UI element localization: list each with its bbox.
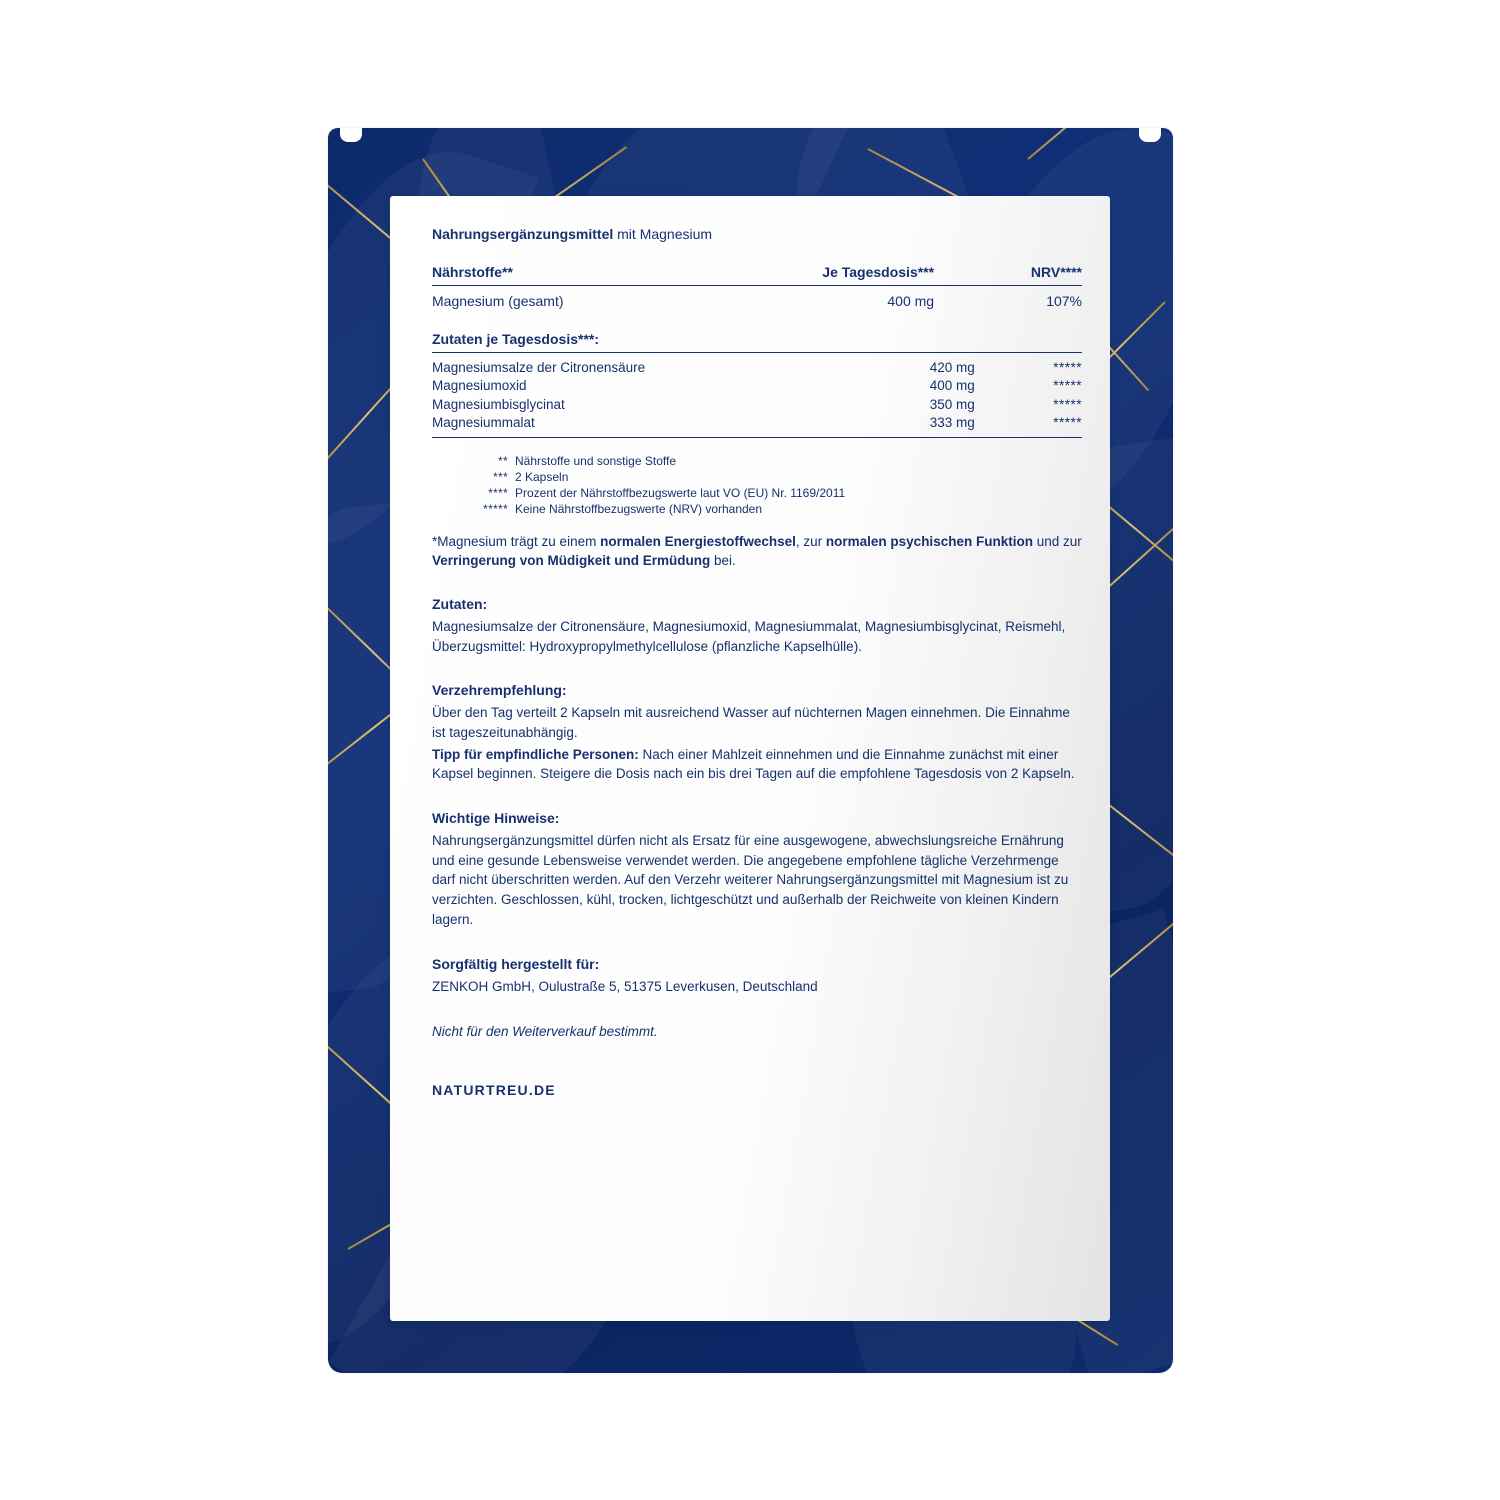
ingredient-name: Magnesiumoxid [432,378,527,394]
list-item [456,502,1082,518]
footnote-text: 2 Kapseln [515,469,569,484]
claim-bold-1: normalen Energiestoffwechsel [600,534,796,550]
ingredient-name: Magnesiummalat [432,414,535,430]
ingredient-name: Magnesiumsalze der Citronensäure [432,353,841,378]
footnotes-list [456,454,1082,517]
brand-website: NATURTREU.DE [432,1081,556,1098]
nutrition-table [432,264,1082,315]
section-title: Verzehrempfehlung: [432,682,567,699]
tip-text: Nach einer Mahlzeit einnehmen und die Einnahme zunächst mit einer Kapsel beginnen. Steigere die Dosis nach ein bis drei Tagen auf die empfohlene Tagesdosis von 2 Kapseln. [432,746,1075,782]
ingredient-amount: 350 mg [929,396,975,412]
health-claim [432,533,1082,569]
footnote-mark: *** [493,469,508,484]
section-title: Zutaten: [432,595,488,612]
resale-note: Nicht für den Weiterverkauf bestimmt. [432,1024,658,1040]
list-item [456,486,1082,502]
footnote-text: Prozent der Nährstoffbezugswerte laut VO (EU) Nr. 1169/2011 [515,485,846,500]
section-body: Magnesiumsalze der Citronensäure, Magnesiumoxid, Magnesiummalat, Magnesiumbisglycinat, Reismehl, Überzugsmittel: Hydroxypropylmethylcellulose (pflanzliche Kapselhülle). [432,618,1066,654]
footnote-text: Keine Nährstoffbezugswerte (NRV) vorhanden [515,501,763,516]
section-usage [432,682,1082,784]
tip-label: Tipp für empfindliche Personen: [432,746,639,762]
section-ingredients [432,596,1082,656]
section-body: Nahrungsergänzungsmittel dürfen nicht als Ersatz für eine ausgewogene, abwechslungsreiche Ernährung und eine gesunde Lebensweise verwendet werden. Die angegebene empfohlene tägliche Verzehrmenge darf nicht überschritten werden. Auf den Verzehr weiterer Nahrungsergänzungsmittel mit Magnesium ist zu verzichten. Geschlossen, kühl, trocken, lichtgeschützt und außerhalb der Reichweite von kleinen Kindern lagern. [432,833,1069,927]
ingredient-nrv: ***** [1027,353,1082,378]
ingredients-table-title: Zutaten je Tagesdosis***: [432,331,600,347]
ingredient-amount: 333 mg [929,414,975,430]
section-title: Wichtige Hinweise: [432,810,560,827]
ingredient-nrv: ***** [1053,378,1082,394]
ingredient-amount: 400 mg [929,378,975,394]
ingredients-table [432,352,1082,437]
ingredient-nrv: ***** [1053,414,1082,430]
ingredient-name: Magnesiumbisglycinat [432,396,565,412]
footnote-text: Nährstoffe und sonstige Stoffe [515,454,676,469]
claim-bold-2: normalen psychischen Funktion [825,534,1033,550]
section-body: Über den Tag verteilt 2 Kapseln mit ausreichend Wasser auf nüchternen Magen einnehmen. Die Einnahme ist tageszeitunabhängig. [432,705,1070,740]
table-row [432,353,1082,378]
ingredient-nrv: ***** [1053,396,1082,412]
table-row [432,377,1082,395]
section-resale-note [432,1022,1082,1042]
product-label [390,196,1110,1321]
ingredient-amount: 420 mg [841,353,1027,378]
claim-part-3: und zur [1032,534,1082,550]
claim-part-4: bei. [710,552,736,568]
table-row [432,286,1082,316]
nutrient-name: Magnesium (gesamt) [432,286,679,316]
list-item [456,454,1082,470]
claim-part-2: , zur [795,534,826,550]
table-row [432,414,1082,437]
claim-part-1: *Magnesium trägt zu einem [432,534,601,550]
footnote-mark: ** [498,454,508,469]
label-header [432,226,1082,242]
col-nrv: NRV**** [1030,264,1082,280]
pouch-notch-left [340,128,362,142]
header-rest-text: mit Magnesium [613,226,713,242]
table-row [432,396,1082,414]
list-item [456,470,1082,486]
footnote-mark: **** [488,485,508,500]
table-bottom-rule [432,437,1082,438]
header-bold-text: Nahrungsergänzungsmittel [432,226,614,242]
section-title: Sorgfältig hergestellt für: [432,955,600,972]
nutrient-nrv: 107% [986,286,1082,316]
section-body: ZENKOH GmbH, Oulustraße 5, 51375 Leverkusen, Deutschland [432,978,818,994]
col-per-dose: Je Tagesdosis*** [822,264,935,280]
section-manufacturer [432,956,1082,997]
table-header-row [432,264,1082,286]
section-tip [432,745,1082,784]
section-notes [432,810,1082,930]
footnote-mark: ***** [483,501,508,516]
claim-bold-3: Verringerung von Müdigkeit und Ermüdung [432,552,711,568]
col-nutrients: Nährstoffe** [432,264,513,280]
nutrient-per-dose: 400 mg [679,286,986,316]
